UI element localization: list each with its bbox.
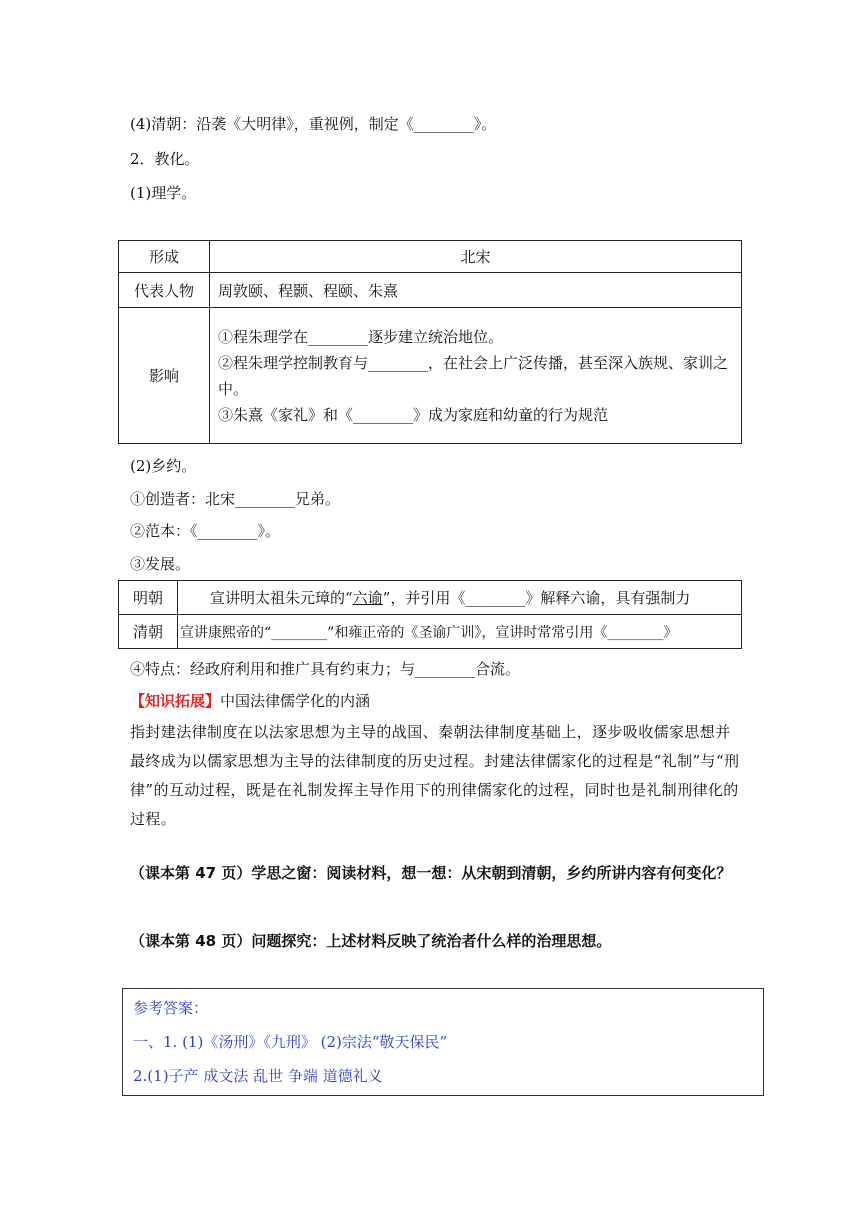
- row-head: 清朝: [119, 615, 178, 649]
- influence-item: 中。: [218, 379, 249, 398]
- row-content: 周敦颐、程颢、程颐、朱熹: [210, 273, 742, 308]
- row-content: [178, 581, 742, 615]
- xiangyue-feature: ④特点：经政府利用和推广具有约束力；与________合流。: [130, 660, 521, 678]
- row-content: 北宋: [210, 241, 742, 273]
- row-content: 宣讲康熙帝的“________”和雍正帝的《圣谕广训》，宣讲时常常引用《________》: [178, 615, 742, 649]
- qing-law-line: (4)清朝：沿袭《大明律》，重视例，制定《________》。: [130, 115, 497, 133]
- lixue-table: [118, 240, 742, 444]
- answer-line: 一、1. (1)《汤刑》《九刑》 (2)宗法“敬天保民”: [133, 1033, 448, 1051]
- section-lixue: (1)理学。: [130, 184, 197, 202]
- row-head: 影响: [119, 308, 210, 444]
- table-row: [119, 615, 742, 649]
- xiangyue-model: ②范本：《________》。: [130, 522, 281, 540]
- text-part: ”，并引用《________》解释六谕，具有强制力: [382, 589, 691, 607]
- extension-body: 指封建法律制度在以法家思想为主导的战国、秦朝法律制度基础上，逐步吸收儒家思想并最终成为以儒家思想为主导的法律制度的历史过程。封建法律儒家化的过程是“礼制”与“刑律”的互动过程，既是在礼制发挥主导作用下的刑律儒家化的过程，同时也是礼制刑律化的过程。: [130, 723, 740, 828]
- answer-title: 参考答案：: [133, 999, 209, 1017]
- section-xiangyue: (2)乡约。: [130, 457, 197, 475]
- row-head: 形成: [119, 241, 210, 273]
- xiangyue-development: ③发展。: [130, 555, 191, 573]
- table-row: [119, 273, 742, 308]
- influence-content: [210, 308, 742, 444]
- question-page-47: （课本第 47 页）学思之窗：阅读材料，想一想：从宋朝到清朝，乡约所讲内容有何变化？: [130, 864, 732, 882]
- underlined-term: 六谕: [352, 589, 383, 607]
- extension-title: 中国法律儒学化的内涵: [220, 692, 371, 710]
- question-page-48: （课本第 48 页）问题探究：上述材料反映了统治者什么样的治理思想。: [130, 932, 612, 950]
- xiangyue-creator: ①创造者：北宋________兄弟。: [130, 490, 341, 508]
- influence-item: ②程朱理学控制教育与________，在社会上广泛传播，甚至深入族规、家训之: [218, 353, 729, 372]
- row-head: 代表人物: [119, 273, 210, 308]
- extension-tag: 【知识拓展】: [130, 692, 221, 710]
- extension-heading: [130, 690, 370, 711]
- table-row: [119, 241, 742, 273]
- section-jiaohua: 2．教化。: [130, 150, 200, 168]
- influence-item: ①程朱理学在________逐步建立统治地位。: [218, 327, 504, 346]
- table-row: [119, 308, 742, 444]
- answer-line: 2.(1)子产 成文法 乱世 争端 道德礼义: [133, 1067, 383, 1085]
- answer-box: [122, 988, 764, 1096]
- row-head: 明朝: [119, 581, 178, 615]
- development-table: [118, 580, 742, 649]
- text-part: 宣讲明太祖朱元璋的“: [210, 589, 353, 607]
- influence-item: ③朱熹《家礼》和《________》成为家庭和幼童的行为规范: [218, 405, 609, 424]
- table-row: [119, 581, 742, 615]
